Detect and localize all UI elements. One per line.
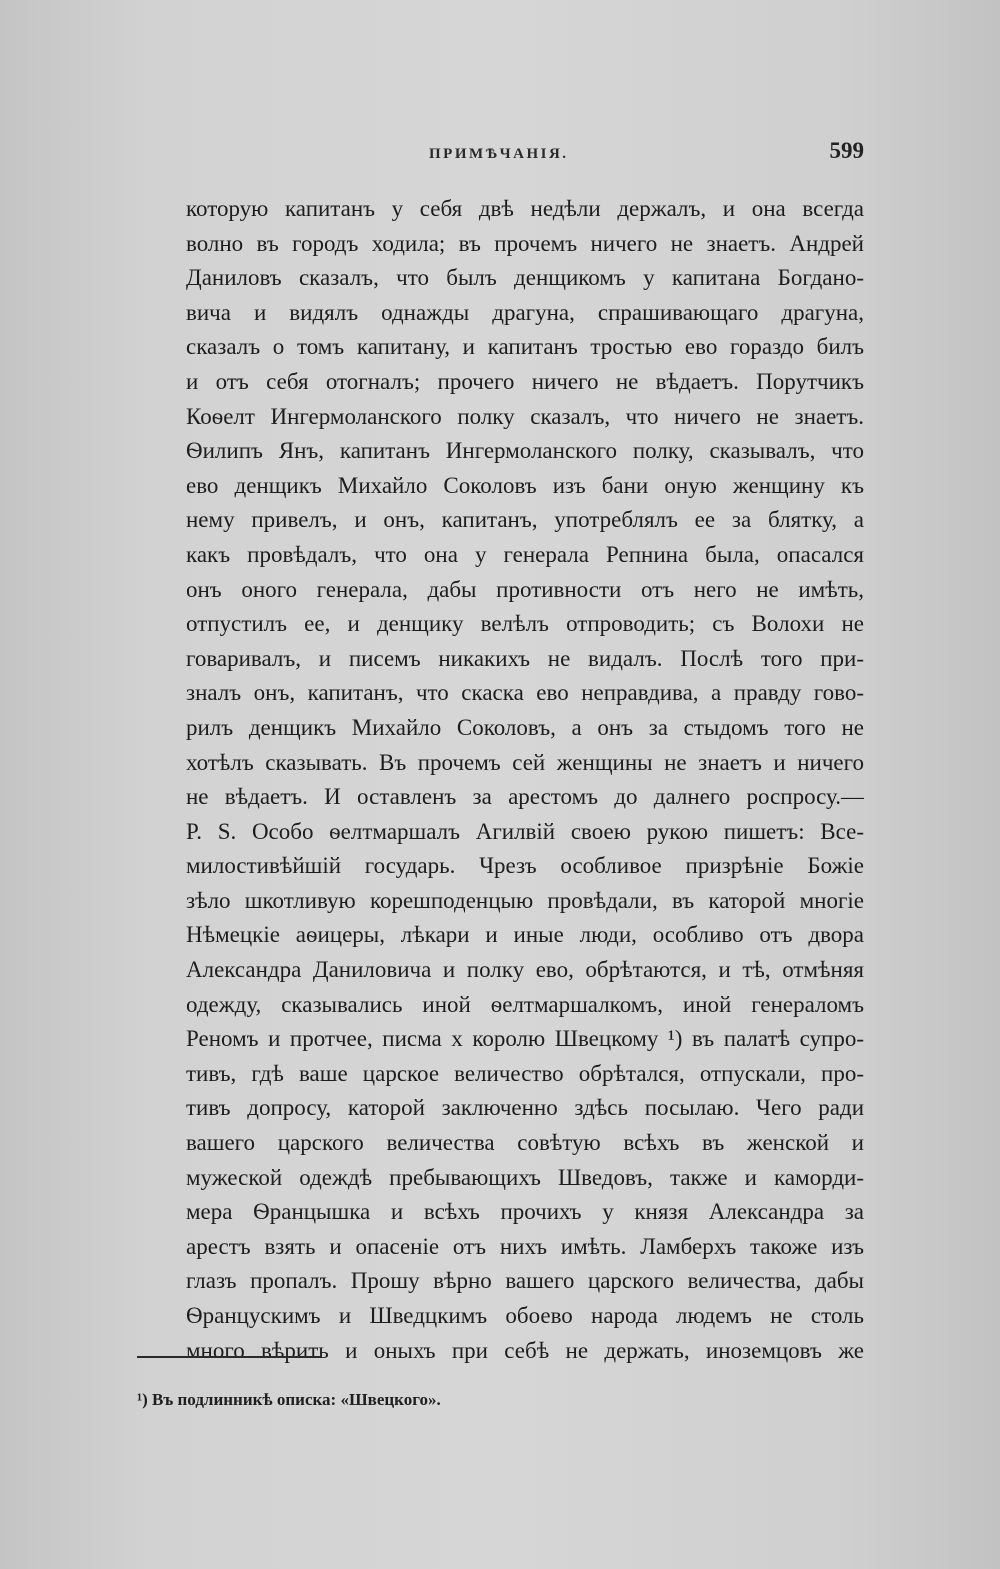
text-line: Даниловъ сказалъ, что былъ денщикомъ у капитана Богдано- (186, 265, 864, 291)
text-line: отпустилъ ее, и денщику велѣлъ отпроводить; съ Волохи не (186, 611, 864, 637)
text-line: онъ оного генерала, дабы противности отъ него не имѣть, (186, 576, 864, 602)
footnote-divider (137, 1356, 321, 1358)
text-line: Ѳилипъ Янъ, капитанъ Ингермоланского полку, сказывалъ, что (186, 438, 864, 464)
text-line: хотѣлъ сказывать. Въ прочемъ сей женщины не знаетъ и ничего (186, 749, 864, 775)
text-line: глазъ пропалъ. Прошу вѣрно вашего царского величества, дабы (186, 1268, 864, 1294)
text-line: рилъ денщикъ Михайло Соколовъ, а онъ за стыдомъ того не (186, 714, 864, 740)
running-title: ПРИМѢЧАНІЯ. (429, 146, 569, 162)
text-line: Коѳелт Ингермоланского полку сказалъ, что ничего не знаетъ. (186, 403, 864, 429)
footnote (137, 1390, 837, 1410)
text-line: вашего царского величества совѣтую всѣхъ въ женской и (186, 1130, 864, 1156)
text-line: мужеской одеждѣ пребывающихъ Шведовъ, также и каморди- (186, 1164, 864, 1190)
text-line: зналъ онъ, капитанъ, что скаска ево неправдива, а правду гово- (186, 680, 864, 706)
text-line: много вѣрить и оныхъ при себѣ не держать, иноземцовъ же (186, 1337, 864, 1363)
text-line: какъ провѣдалъ, что она у генерала Репнина была, опасался (186, 541, 864, 567)
text-line: говаривалъ, и писемъ никакихъ не видалъ. Послѣ того при- (186, 645, 864, 671)
text-line: Нѣмецкіе аѳицеры, лѣкари и иные люди, особливо отъ двора (186, 922, 864, 948)
text-line: одежду, сказывались иной ѳелтмаршалкомъ, иной генераломъ (186, 991, 864, 1017)
body-text (186, 192, 864, 1368)
text-line: Александра Даниловича и полку ево, обрѣтаются, и тѣ, отмѣняя (186, 957, 864, 983)
text-line: не вѣдаетъ. И оставленъ за арестомъ до далнего роспросу.— (186, 784, 864, 810)
text-line: которую капитанъ у себя двѣ недѣли держалъ, и она всегда (186, 196, 864, 221)
footnote-marker: ¹) (137, 1390, 148, 1409)
text-line: милостивѣйшій государь. Чрезъ особливое призрѣніе Божіе (186, 853, 864, 879)
page-header (186, 138, 864, 168)
text-line: Реномъ и протчее, писма х королю Швецкому ¹) въ палатѣ супро- (186, 1026, 864, 1052)
text-line: вича и видялъ однажды драгуна, спрашивающаго драгуна, (186, 299, 864, 325)
text-line: ево денщикъ Михайло Соколовъ изъ бани оную женщину къ (186, 472, 864, 498)
text-line: тивъ допросу, каторой заключенно здѣсь посылаю. Чего ради (186, 1095, 864, 1121)
text-line: зѣло шкотливую корешподенцыю провѣдали, въ каторой многіе (186, 887, 864, 913)
text-line: арестъ взять и опасеніе отъ нихъ имѣть. Ламберхъ такоже изъ (186, 1233, 864, 1259)
text-line: сказалъ о томъ капитану, и капитанъ тростью ево гораздо билъ (186, 334, 864, 360)
page-number: 599 (829, 138, 864, 163)
text-line: P. S. Особо ѳелтмаршалъ Агилвій своею рукою пишетъ: Все- (186, 818, 864, 844)
text-line: волно въ городъ ходила; въ прочемъ ничего не знаетъ. Андрей (186, 230, 864, 256)
text-line: нему привелъ, и онъ, капитанъ, употреблялъ ее за блятку, а (186, 507, 864, 533)
text-line: и отъ себя отогналъ; прочего ничего не вѣдаетъ. Порутчикъ (186, 368, 864, 394)
text-line: тивъ, гдѣ ваше царское величество обрѣтался, отпускали, про- (186, 1060, 864, 1086)
footnote-text: Въ подлинникѣ описка: «Швецкого». (152, 1390, 441, 1409)
text-line: мера Ѳранцышка и всѣхъ прочихъ у князя Александра за (186, 1199, 864, 1225)
text-line: Ѳранцускимъ и Шведцкимъ обоево народа людемъ не столь (186, 1303, 864, 1328)
